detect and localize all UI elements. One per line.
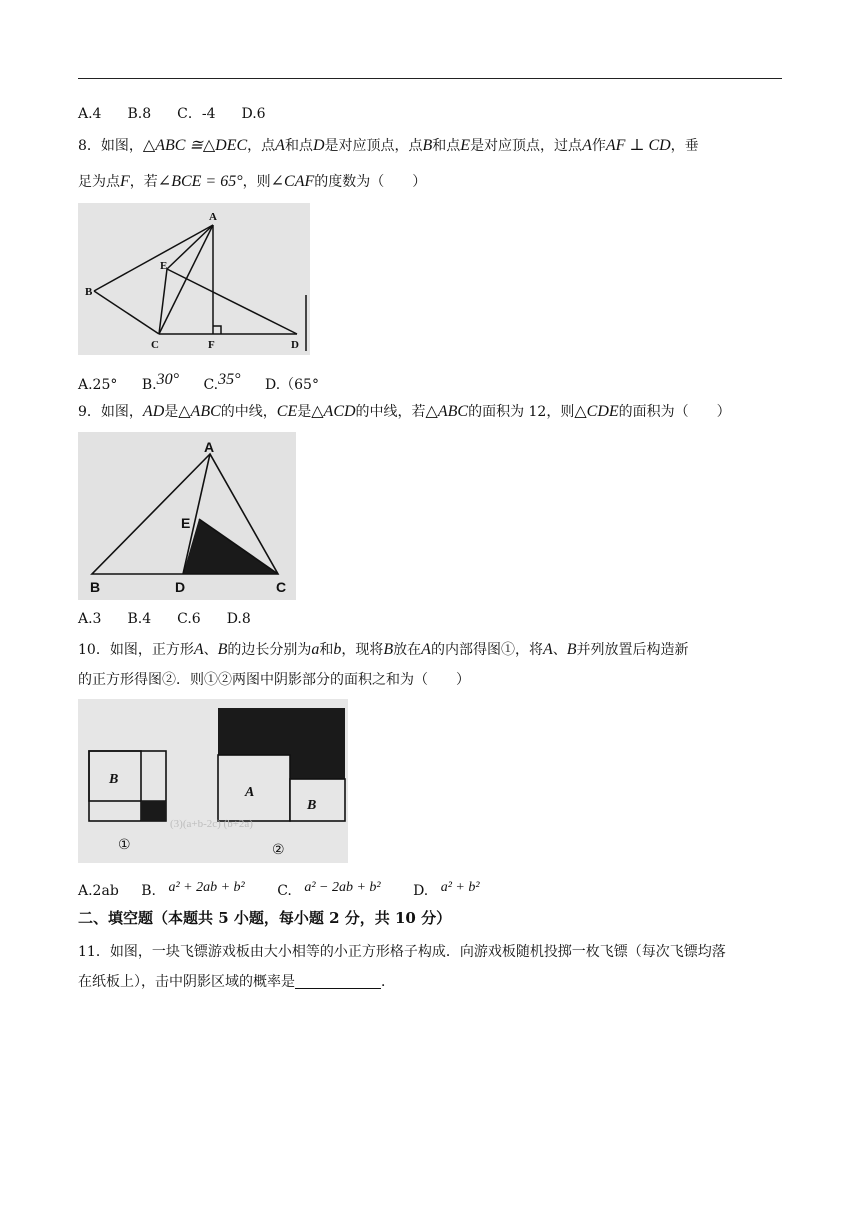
q10-option-b: B. xyxy=(141,883,156,899)
q8-congruence: △ABC ≅△DEC xyxy=(142,137,248,154)
answer-blank[interactable] xyxy=(295,974,381,989)
q10-option-d-value: a² + b² xyxy=(440,880,480,895)
q8-perpendicular: AF ⊥ CD xyxy=(605,137,671,154)
q10-line-2: 的正方形得图②．则①②两图中阴影部分的面积之和为（ ） xyxy=(78,672,470,688)
header-rule xyxy=(78,78,782,79)
q10-fig2-label-b: B xyxy=(307,798,317,813)
q9-option-a: A.3 xyxy=(78,611,102,627)
q8-label-a: A xyxy=(209,211,217,223)
q9-label-e: E xyxy=(181,515,191,531)
q9-label-b: B xyxy=(90,579,101,595)
q7-option-a: A.4 xyxy=(78,106,102,122)
q10-figure-2 xyxy=(218,708,345,821)
q9-label-c: C xyxy=(276,579,287,595)
q9-label-a: A xyxy=(204,439,215,455)
q8-photo-bg xyxy=(78,203,310,355)
q9-options xyxy=(78,609,277,629)
q9-line-1: 9．如图，AD是△ABC的中线，CE是△ACD的中线，若△ABC的面积为 12，则△CDE的面积为（ ） xyxy=(78,403,731,420)
q11-line-2: 在纸板上），击中阴影区域的概率是 ． xyxy=(78,974,395,990)
q8-label-c: C xyxy=(151,339,159,351)
q7-option-d: D.6 xyxy=(241,106,266,122)
q8-option-c: C. xyxy=(203,377,219,393)
q8-option-b: B. xyxy=(141,377,157,393)
q8-options xyxy=(78,370,319,395)
q10-option-c-value: a² − 2ab + b² xyxy=(304,880,381,895)
q8-option-d: D.（65° xyxy=(264,377,319,393)
q7-option-b: B.8 xyxy=(127,106,152,122)
q10-fig2-square-b xyxy=(290,779,345,821)
q8-label-b: B xyxy=(85,286,93,298)
q10-faint-bleed-text: (3)(a+b-2c) (b+2a) xyxy=(170,818,253,830)
q10-figure xyxy=(78,699,348,863)
q10-fig2-label-a: A xyxy=(245,785,255,800)
q10-line-1: 10．如图，正方形A、B的边长分别为a和b，现将B放在A的内部得图①，将A、B并列放置后构造新 xyxy=(78,641,689,658)
q8-option-b-value: 30° xyxy=(156,371,179,388)
q8-label-e: E xyxy=(160,260,168,272)
q10-option-a: A.2ab xyxy=(78,883,119,899)
q8-label-d: D xyxy=(291,339,299,351)
q8-option-c-value: 35° xyxy=(218,371,241,388)
q8-figure xyxy=(78,203,310,355)
q10-label-figure-2: ② xyxy=(272,842,285,858)
q9-option-d: D.8 xyxy=(226,611,251,627)
q8-option-a: A.25° xyxy=(78,377,118,393)
q8-line-1: 8．如图，△ABC ≅△DEC，点A和点D是对应顶点，点B和点E是对应顶点，过点A作AF ⊥ CD，垂 xyxy=(78,137,699,154)
q8-angle-given: ∠BCE = 65° xyxy=(157,173,243,190)
q9-label-d: D xyxy=(175,579,186,595)
q10-options xyxy=(78,878,480,901)
q10-label-figure-1: ① xyxy=(118,837,131,853)
q9-figure xyxy=(78,432,296,600)
q9-option-c: C.6 xyxy=(177,611,201,627)
q8-line-2: 足为点F，若∠BCE = 65°，则∠CAF的度数为（ ） xyxy=(78,173,427,190)
q11-line-1: 11．如图，一块飞镖游戏板由大小相等的小正方形格子构成．向游戏板随机投掷一枚飞镖（每次飞镖均落 xyxy=(78,944,726,960)
q9-option-b: B.4 xyxy=(127,611,152,627)
q10-fig1-label-b: B xyxy=(109,772,119,787)
q10-fig1-shaded xyxy=(141,801,166,821)
q10-option-d: D. xyxy=(413,883,429,899)
q8-label-f: F xyxy=(208,339,215,351)
q7-options xyxy=(78,104,292,124)
q10-option-c: C. xyxy=(277,883,292,899)
q10-option-b-value: a² + 2ab + b² xyxy=(168,880,245,895)
q7-option-c: C．-4 xyxy=(177,106,216,122)
section-heading-fill-in: 二、填空题（本题共 5 小题，每小题 2 分，共 10 分） xyxy=(78,909,452,927)
